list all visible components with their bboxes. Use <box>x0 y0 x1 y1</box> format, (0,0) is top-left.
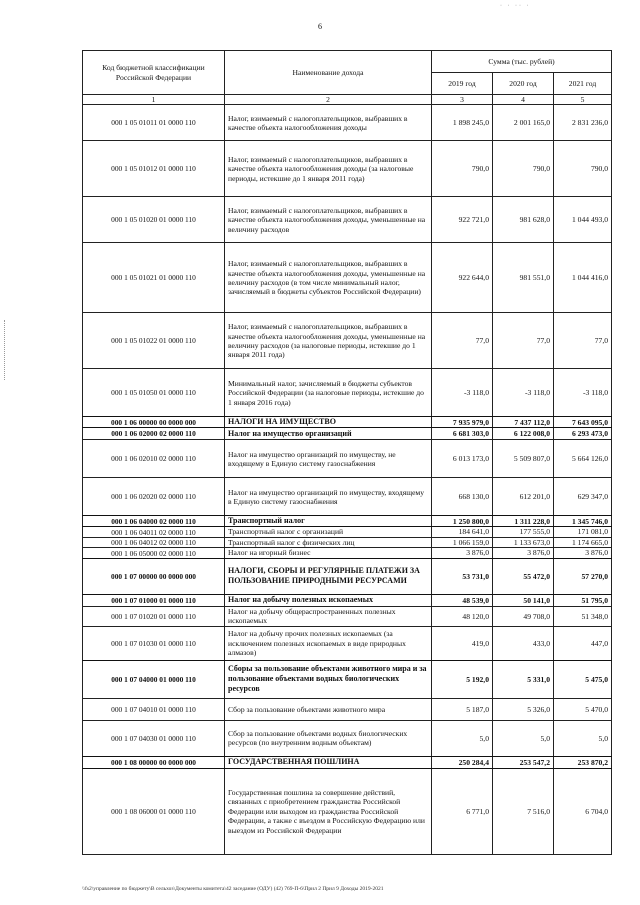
row-code: 000 1 05 01022 01 0000 110 <box>83 313 225 369</box>
row-code: 000 1 07 04010 01 0000 110 <box>83 698 225 720</box>
row-code: 000 1 07 01000 01 0000 110 <box>83 594 225 606</box>
header-index: 1 <box>83 95 225 105</box>
row-name: ГОСУДАРСТВЕННАЯ ПОШЛИНА <box>225 756 432 768</box>
row-value-2021: 171 081,0 <box>554 527 612 537</box>
table-row <box>83 243 612 313</box>
row-name: Налог на игорный бизнес <box>225 548 432 558</box>
row-name: Налог на добычу полезных ископаемых <box>225 594 432 606</box>
row-value-2021: 77,0 <box>554 313 612 369</box>
row-value-2019: 1 066 159,0 <box>432 537 493 547</box>
table-row <box>83 141 612 197</box>
header-index: 3 <box>432 95 493 105</box>
table-row <box>83 558 612 594</box>
table-row <box>83 478 612 516</box>
row-name: Минимальный налог, зачисляемый в бюджеты субъектов Российской Федерации (за налоговые периоды, истекшие до 1 января 2016 года) <box>225 369 432 417</box>
row-name: Налог на имущество организаций <box>225 428 432 440</box>
row-code: 000 1 05 01020 01 0000 110 <box>83 197 225 243</box>
row-name: Сбор за пользование объектами водных биологических ресурсов (по внутренним водным объектам) <box>225 720 432 756</box>
row-code: 000 1 07 04000 01 0000 110 <box>83 660 225 698</box>
row-code: 000 1 06 02020 02 0000 110 <box>83 478 225 516</box>
row-value-2020: -3 118,0 <box>493 369 554 417</box>
table-row <box>83 548 612 558</box>
row-value-2021: 51 348,0 <box>554 606 612 626</box>
row-value-2021: -3 118,0 <box>554 369 612 417</box>
row-name: Налог, взимаемый с налогоплательщиков, выбравших в качестве объекта налогообложения доходы, уменьшенные на величину расходов <box>225 197 432 243</box>
row-value-2020: 612 201,0 <box>493 478 554 516</box>
table-row <box>83 197 612 243</box>
row-value-2020: 1 311 228,0 <box>493 516 554 527</box>
row-code: 000 1 06 05000 02 0000 110 <box>83 548 225 558</box>
table-row <box>83 313 612 369</box>
row-value-2021: 57 270,0 <box>554 558 612 594</box>
row-value-2021: 6 704,0 <box>554 768 612 854</box>
row-value-2020: 177 555,0 <box>493 527 554 537</box>
row-code: 000 1 05 01050 01 0000 110 <box>83 369 225 417</box>
row-value-2020: 49 708,0 <box>493 606 554 626</box>
row-name: Налог на имущество организаций по имуществу, входящему в Единую систему газоснабжения <box>225 478 432 516</box>
row-value-2020: 5 509 807,0 <box>493 440 554 478</box>
row-value-2019: 250 284,4 <box>432 756 493 768</box>
row-name: НАЛОГИ, СБОРЫ И РЕГУЛЯРНЫЕ ПЛАТЕЖИ ЗА ПОЛЬЗОВАНИЕ ПРИРОДНЫМИ РЕСУРСАМИ <box>225 558 432 594</box>
table-row <box>83 720 612 756</box>
row-value-2020: 5 331,0 <box>493 660 554 698</box>
row-code: 000 1 06 04012 02 0000 110 <box>83 537 225 547</box>
row-value-2021: 253 870,2 <box>554 756 612 768</box>
row-code: 000 1 07 00000 00 0000 000 <box>83 558 225 594</box>
table-row <box>83 756 612 768</box>
header-index: 4 <box>493 95 554 105</box>
row-name: Транспортный налог с физических лиц <box>225 537 432 547</box>
row-value-2021: 790,0 <box>554 141 612 197</box>
header-index: 5 <box>554 95 612 105</box>
table-row <box>83 768 612 854</box>
row-value-2019: 922 721,0 <box>432 197 493 243</box>
row-value-2020: 981 551,0 <box>493 243 554 313</box>
row-value-2019: 790,0 <box>432 141 493 197</box>
row-value-2021: 1 345 746,0 <box>554 516 612 527</box>
row-value-2019: 5 187,0 <box>432 698 493 720</box>
row-value-2021: 51 795,0 <box>554 594 612 606</box>
table-row <box>83 537 612 547</box>
row-code: 000 1 05 01011 01 0000 110 <box>83 105 225 141</box>
page-number: 6 <box>318 22 322 31</box>
row-name: НАЛОГИ НА ИМУЩЕСТВО <box>225 417 432 428</box>
row-value-2020: 6 122 008,0 <box>493 428 554 440</box>
header-name: Наименование дохода <box>225 51 432 95</box>
row-name: Налог на добычу прочих полезных ископаемых (за исключением полезных ископаемых в виде природных алмазов) <box>225 626 432 660</box>
footer-file-path: \\fs2\управление по бюджету\В сельхоз\Документы комитета\42 заседание (ОДУ) (42) 769-П-6\Прил 2 Прил 9 Доходы 2019-2021 <box>82 886 384 892</box>
row-value-2021: 7 643 095,0 <box>554 417 612 428</box>
row-value-2019: 77,0 <box>432 313 493 369</box>
header-code: Код бюджетной классификации Российской Федерации <box>83 51 225 95</box>
row-code: 000 1 08 00000 00 0000 000 <box>83 756 225 768</box>
row-value-2020: 5,0 <box>493 720 554 756</box>
row-value-2019: 7 935 979,0 <box>432 417 493 428</box>
row-value-2021: 5 664 126,0 <box>554 440 612 478</box>
header-year-2019: 2019 год <box>432 73 493 95</box>
table-row <box>83 594 612 606</box>
row-code: 000 1 06 02000 02 0000 110 <box>83 428 225 440</box>
row-code: 000 1 07 01020 01 0000 110 <box>83 606 225 626</box>
row-name: Налог на добычу общераспространенных полезных ископаемых <box>225 606 432 626</box>
scan-side-mark <box>4 320 9 380</box>
table-row <box>83 516 612 527</box>
row-value-2021: 5 470,0 <box>554 698 612 720</box>
row-code: 000 1 07 04030 01 0000 110 <box>83 720 225 756</box>
row-value-2019: 1 250 800,0 <box>432 516 493 527</box>
row-name: Налог, взимаемый с налогоплательщиков, выбравших в качестве объекта налогообложения доходы, уменьшенные на величину расходов (за налоговые периоды, истекшие до 1 января 2011 года) <box>225 313 432 369</box>
row-value-2019: 6 681 303,0 <box>432 428 493 440</box>
table-row <box>83 660 612 698</box>
row-name: Транспортный налог с организаций <box>225 527 432 537</box>
row-value-2019: 5 192,0 <box>432 660 493 698</box>
row-value-2019: 6 771,0 <box>432 768 493 854</box>
row-name: Транспортный налог <box>225 516 432 527</box>
table-row <box>83 527 612 537</box>
row-value-2020: 253 547,2 <box>493 756 554 768</box>
table-row <box>83 369 612 417</box>
header-year-2020: 2020 год <box>493 73 554 95</box>
row-value-2021: 5 475,0 <box>554 660 612 698</box>
row-name: Налог, взимаемый с налогоплательщиков, выбравших в качестве объекта налогообложения доходы <box>225 105 432 141</box>
table-row <box>83 606 612 626</box>
header-sum: Сумма (тыс. рублей) <box>432 51 612 73</box>
row-value-2020: 55 472,0 <box>493 558 554 594</box>
row-value-2021: 1 044 493,0 <box>554 197 612 243</box>
row-value-2021: 2 831 236,0 <box>554 105 612 141</box>
table-row <box>83 428 612 440</box>
row-name: Сбор за пользование объектами животного мира <box>225 698 432 720</box>
table-row <box>83 698 612 720</box>
row-value-2019: 3 876,0 <box>432 548 493 558</box>
row-value-2019: -3 118,0 <box>432 369 493 417</box>
row-code: 000 1 06 00000 00 0000 000 <box>83 417 225 428</box>
row-value-2019: 6 013 173,0 <box>432 440 493 478</box>
scan-marks: · · ·· · <box>500 3 531 9</box>
row-value-2019: 5,0 <box>432 720 493 756</box>
revenue-table <box>82 50 612 855</box>
row-value-2019: 48 120,0 <box>432 606 493 626</box>
row-value-2021: 1 174 665,0 <box>554 537 612 547</box>
row-code: 000 1 06 04000 02 0000 110 <box>83 516 225 527</box>
row-code: 000 1 06 04011 02 0000 110 <box>83 527 225 537</box>
row-value-2021: 629 347,0 <box>554 478 612 516</box>
row-value-2021: 1 044 416,0 <box>554 243 612 313</box>
table-row <box>83 417 612 428</box>
row-value-2021: 447,0 <box>554 626 612 660</box>
row-value-2021: 6 293 473,0 <box>554 428 612 440</box>
row-value-2020: 5 326,0 <box>493 698 554 720</box>
row-value-2019: 922 644,0 <box>432 243 493 313</box>
row-value-2019: 53 731,0 <box>432 558 493 594</box>
row-value-2020: 3 876,0 <box>493 548 554 558</box>
row-name: Налог, взимаемый с налогоплательщиков, выбравших в качестве объекта налогообложения доходы, уменьшенные на величину расходов (в том числе минимальный налог, зачисляемый в бюджеты субъектов Российской Федерации) <box>225 243 432 313</box>
row-value-2021: 3 876,0 <box>554 548 612 558</box>
header-year-2021: 2021 год <box>554 73 612 95</box>
row-name: Налог на имущество организаций по имуществу, не входящему в Единую систему газоснабжения <box>225 440 432 478</box>
row-name: Государственная пошлина за совершение действий, связанных с приобретением гражданства Российской Федерации или выходом из гражданства Российской Федерации, а также с въездом в Российскую Федерацию или выездом из Российской Федерации <box>225 768 432 854</box>
row-code: 000 1 06 02010 02 0000 110 <box>83 440 225 478</box>
row-value-2019: 419,0 <box>432 626 493 660</box>
row-value-2020: 790,0 <box>493 141 554 197</box>
row-value-2020: 77,0 <box>493 313 554 369</box>
header-index: 2 <box>225 95 432 105</box>
row-code: 000 1 05 01021 01 0000 110 <box>83 243 225 313</box>
table-row <box>83 626 612 660</box>
row-value-2020: 7 437 112,0 <box>493 417 554 428</box>
row-code: 000 1 08 06000 01 0000 110 <box>83 768 225 854</box>
table-row <box>83 105 612 141</box>
row-value-2020: 981 628,0 <box>493 197 554 243</box>
row-name: Налог, взимаемый с налогоплательщиков, выбравших в качестве объекта налогообложения доходы (за налоговые периоды, истекшие до 1 января 2011 года) <box>225 141 432 197</box>
row-value-2020: 7 516,0 <box>493 768 554 854</box>
row-value-2021: 5,0 <box>554 720 612 756</box>
row-value-2020: 1 133 673,0 <box>493 537 554 547</box>
row-name: Сборы за пользование объектами животного мира и за пользование объектами водных биологических ресурсов <box>225 660 432 698</box>
row-value-2020: 2 001 165,0 <box>493 105 554 141</box>
row-value-2019: 184 641,0 <box>432 527 493 537</box>
row-code: 000 1 05 01012 01 0000 110 <box>83 141 225 197</box>
row-code: 000 1 07 01030 01 0000 110 <box>83 626 225 660</box>
row-value-2020: 433,0 <box>493 626 554 660</box>
row-value-2019: 1 898 245,0 <box>432 105 493 141</box>
row-value-2019: 668 130,0 <box>432 478 493 516</box>
table-row <box>83 440 612 478</box>
row-value-2019: 48 539,0 <box>432 594 493 606</box>
row-value-2020: 50 141,0 <box>493 594 554 606</box>
